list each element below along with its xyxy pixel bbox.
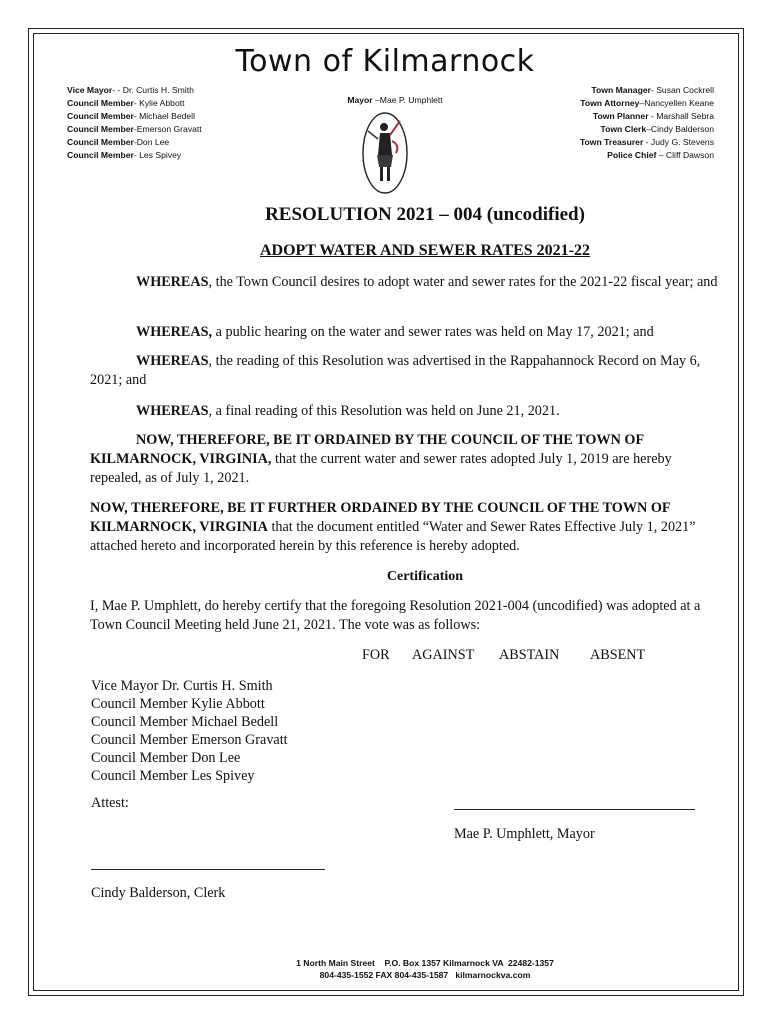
official-row: Council Member-Don Lee bbox=[67, 137, 170, 147]
official-row: Town Treasurer - Judy G. Stevens bbox=[579, 137, 714, 147]
list-item: Council Member Michael Bedell bbox=[91, 714, 279, 730]
vote-column-for: FOR bbox=[362, 647, 390, 663]
official-row: Council Member- Les Spivey bbox=[67, 150, 182, 160]
attest-label: Attest: bbox=[91, 795, 129, 811]
list-item: Council Member Les Spivey bbox=[91, 768, 255, 784]
official-row: Town Attorney–Nancyellen Keane bbox=[580, 98, 714, 108]
resolution-subtitle: ADOPT WATER AND SEWER RATES 2021-22 bbox=[260, 242, 590, 259]
official-row: Town Clerk–Cindy Balderson bbox=[600, 124, 714, 134]
list-item: Council Member Kylie Abbott bbox=[91, 696, 265, 712]
clerk-signature-line bbox=[91, 869, 325, 870]
list-item: Council Member Emerson Gravatt bbox=[91, 732, 288, 748]
piper-seal-logo bbox=[360, 111, 410, 195]
official-row: Police Chief – Cliff Dawson bbox=[607, 150, 714, 160]
whereas-paragraph-1: WHEREAS, the Town Council desires to adopt water and sewer rates for the 2021-22 fiscal year; and bbox=[136, 274, 718, 290]
right-officials-list bbox=[580, 84, 714, 162]
vote-column-abstain: ABSTAIN bbox=[499, 647, 560, 663]
list-item: Vice Mayor Dr. Curtis H. Smith bbox=[91, 678, 273, 694]
mayor-line: Mayor –Mae P. Umphlett bbox=[347, 95, 443, 105]
ordained-paragraph-2: NOW, THEREFORE, BE IT FURTHER ORDAINED BY THE COUNCIL OF THE TOWN OF KILMARNOCK, VIRGINIA that the document entitled “Water and Sewer Rates Effective July 1, 2021” attached hereto and incorporated herein by this reference is hereby adopted. bbox=[90, 500, 696, 554]
list-item: Council Member Don Lee bbox=[91, 750, 241, 766]
whereas-paragraph-2: WHEREAS, a public hearing on the water and sewer rates was held on May 17, 2021; and bbox=[136, 324, 654, 340]
clerk-signature-name: Cindy Balderson, Clerk bbox=[91, 885, 226, 901]
resolution-title: RESOLUTION 2021 – 004 (uncodified) bbox=[265, 204, 585, 225]
mayor-signature-line bbox=[454, 809, 695, 810]
footer-address bbox=[0, 957, 770, 981]
official-row: Council Member- Michael Bedell bbox=[67, 111, 195, 121]
certification-text: I, Mae P. Umphlett, do hereby certify that the foregoing Resolution 2021-004 (uncodified) was adopted at a Town Council Meeting held June 21, 2021. The vote was as follows: bbox=[90, 598, 701, 633]
whereas-paragraph-3: WHEREAS, the reading of this Resolution was advertised in the Rappahannock Record on May 6, 2021; and bbox=[90, 353, 701, 388]
mayor-signature-name: Mae P. Umphlett, Mayor bbox=[454, 826, 595, 842]
official-row: Vice Mayor- - Dr. Curtis H. Smith bbox=[67, 85, 194, 95]
whereas-paragraph-4: WHEREAS, a final reading of this Resolution was held on June 21, 2021. bbox=[136, 403, 560, 419]
official-row: Town Manager- Susan Cockrell bbox=[591, 85, 714, 95]
ordained-paragraph-1: NOW, THEREFORE, BE IT ORDAINED BY THE COUNCIL OF THE TOWN OF KILMARNOCK, VIRGINIA, that the current water and sewer rates adopted July 1, 2019 are hereby repealed, as of July 1, 2021. bbox=[90, 432, 672, 486]
council-members-list bbox=[91, 677, 288, 785]
official-row: Town Planner - Marshall Sebra bbox=[592, 111, 714, 121]
official-row: Council Member-Emerson Gravatt bbox=[67, 124, 202, 134]
footer-line-2: 804-435-1552 FAX 804-435-1587 kilmarnockva.com bbox=[319, 970, 531, 980]
certification-heading: Certification bbox=[386, 569, 464, 584]
footer-line-1: 1 North Main Street P.O. Box 1357 Kilmarnock VA 22482-1357 bbox=[296, 958, 554, 968]
official-row: Council Member- Kylie Abbott bbox=[67, 98, 185, 108]
vote-column-against: AGAINST bbox=[412, 647, 475, 663]
vote-column-absent: ABSENT bbox=[590, 647, 646, 663]
town-name-heading: Town of Kilmarnock bbox=[235, 44, 535, 79]
